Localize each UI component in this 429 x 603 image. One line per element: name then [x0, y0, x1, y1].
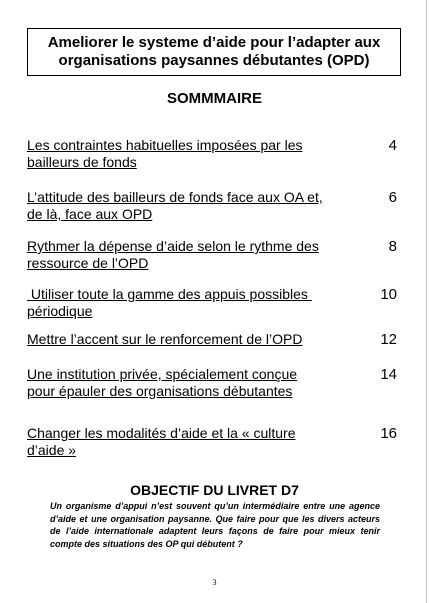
toc-item-label[interactable]: Changer les modalités d’aide et la « culture d’aide » [27, 425, 296, 458]
toc-item-label[interactable]: Rythmer la dépense d’aide selon le rythme des ressource de l’OPD [27, 238, 319, 271]
toc-item[interactable] [27, 189, 407, 223]
toc-item-page: 12 [380, 331, 397, 348]
toc-item-page: 14 [380, 366, 397, 383]
toc-item-page: 16 [380, 425, 397, 442]
toc-item-page: 4 [388, 137, 397, 154]
toc-item[interactable] [27, 137, 407, 171]
objective-heading: OBJECTIF DU LIVRET D7 [130, 482, 299, 498]
toc-item-label[interactable]: Une institution privée, spécialement conçue pour épauler des organisations débutantes [27, 366, 298, 399]
page-number: 3 [212, 578, 217, 587]
toc-item-page: 8 [388, 238, 397, 255]
toc-item-page: 10 [380, 286, 397, 303]
toc-item[interactable] [27, 425, 407, 459]
toc-item[interactable] [27, 366, 407, 400]
toc-item-label[interactable]: L’attitude des bailleurs de fonds face aux OA et, de là, face aux OPD [27, 189, 323, 222]
toc-item[interactable] [27, 331, 407, 348]
toc-item[interactable] [27, 238, 407, 272]
toc-item-label[interactable]: Les contraintes habituelles imposées par les bailleurs de fonds [27, 137, 303, 170]
toc-item-label[interactable]: Utiliser toute la gamme des appuis possibles périodique [27, 286, 312, 319]
summary-heading: SOMMMAIRE [167, 90, 262, 107]
toc-item-page: 6 [388, 189, 397, 206]
toc-item[interactable] [27, 286, 407, 320]
toc-item-label[interactable]: Mettre l’accent sur le renforcement de l’OPD [27, 331, 303, 347]
document-title: Ameliorer le systeme d’aide pour l’adapter aux organisations paysannes débutantes (OPD) [27, 28, 401, 76]
objective-text: Un organisme d’appui n’est souvent qu’un intermédiaire entre une agence d’aide et une organisation paysanne. Que faire pour que les divers acteurs de l’aide internationale adaptent leurs façons de faire pour mieux tenir compte des situations des OP qui débutent ? [50, 501, 380, 549]
